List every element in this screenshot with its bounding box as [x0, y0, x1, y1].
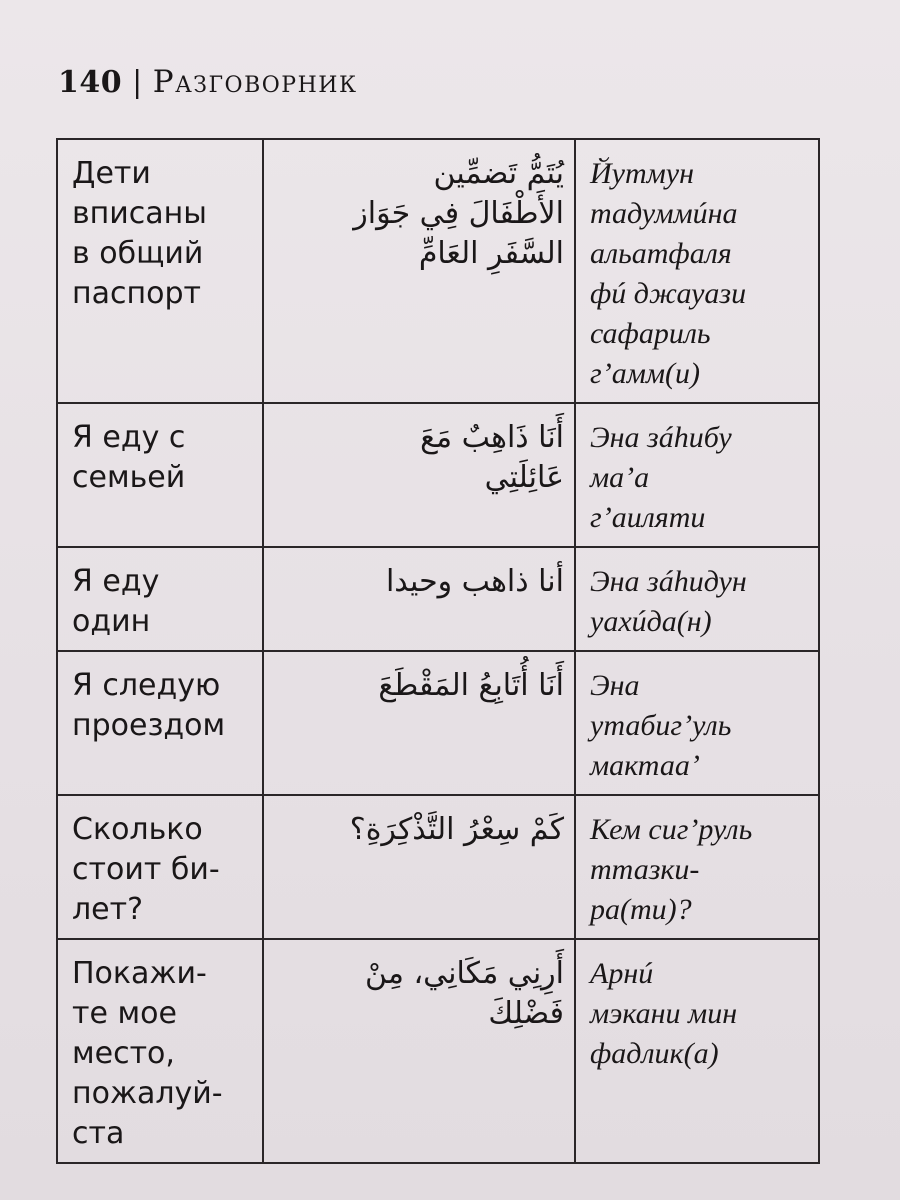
russian-phrase: Я еду с семьей [72, 420, 186, 495]
russian-phrase: Я следую проездом [72, 668, 226, 743]
arabic-phrase: أَنَا أُتَابِعُ المَقْطَعَ [378, 668, 564, 703]
arabic-phrase: أنا ذاهب وحيدا [385, 564, 564, 599]
transliteration: Эна зáhибу ма’а г’аиляти [590, 421, 732, 534]
table-row [57, 795, 819, 939]
table-row [57, 403, 819, 547]
arabic-phrase-cell [263, 403, 575, 547]
russian-phrase: Дети вписаны в общий паспорт [72, 156, 207, 311]
transliteration-cell [575, 139, 819, 403]
transliteration-cell [575, 403, 819, 547]
arabic-phrase-cell [263, 139, 575, 403]
arabic-phrase-cell [263, 547, 575, 651]
arabic-phrase: يُتَمُّ تَضمِّين الأَطْفَالَ فِي جَوَاز السَّفَرِ العَامِّ [353, 156, 564, 271]
arabic-phrase-cell [263, 939, 575, 1163]
transliteration: Эна утабиг’уль мактаа’ [590, 669, 732, 782]
transliteration-cell [575, 547, 819, 651]
arabic-phrase: أَرِنِي مَكَانِي، مِنْ فَضْلِكَ [365, 956, 564, 1031]
russian-phrase-cell [57, 939, 263, 1163]
russian-phrase-cell [57, 795, 263, 939]
russian-phrase: Я еду один [72, 564, 160, 639]
table-row [57, 651, 819, 795]
russian-phrase-cell [57, 139, 263, 403]
russian-phrase-cell [57, 403, 263, 547]
transliteration-cell [575, 651, 819, 795]
transliteration-cell [575, 795, 819, 939]
transliteration: Арнú мэкани мин фадлик(а) [590, 957, 738, 1070]
header-separator: | [132, 65, 143, 100]
phrasebook-table [56, 138, 820, 1164]
transliteration: Йутмун тадуммúна альатфаля фú джауази сафариль г’амм(и) [590, 157, 747, 390]
russian-phrase: Покажи- те мое место, пожалуй- ста [72, 956, 223, 1151]
arabic-phrase-cell [263, 795, 575, 939]
section-title: Разговорник [152, 64, 358, 100]
russian-phrase: Сколько стоит би- лет? [72, 812, 220, 927]
transliteration-cell [575, 939, 819, 1163]
transliteration: Эна зáhидун уахúда(н) [590, 565, 747, 638]
page-header [58, 64, 357, 100]
page-number: 140 [58, 65, 123, 100]
table-row [57, 139, 819, 403]
arabic-phrase: كَمْ سِعْرُ التَّذْكِرَةِ؟ [349, 812, 564, 847]
arabic-phrase: أَنَا ذَاهِبٌ مَعَ عَائِلَتِي [420, 420, 564, 495]
russian-phrase-cell [57, 651, 263, 795]
table-row [57, 939, 819, 1163]
transliteration: Кем сиг’руль ттазки- ра(ти)? [590, 813, 753, 926]
arabic-phrase-cell [263, 651, 575, 795]
russian-phrase-cell [57, 547, 263, 651]
table-row [57, 547, 819, 651]
